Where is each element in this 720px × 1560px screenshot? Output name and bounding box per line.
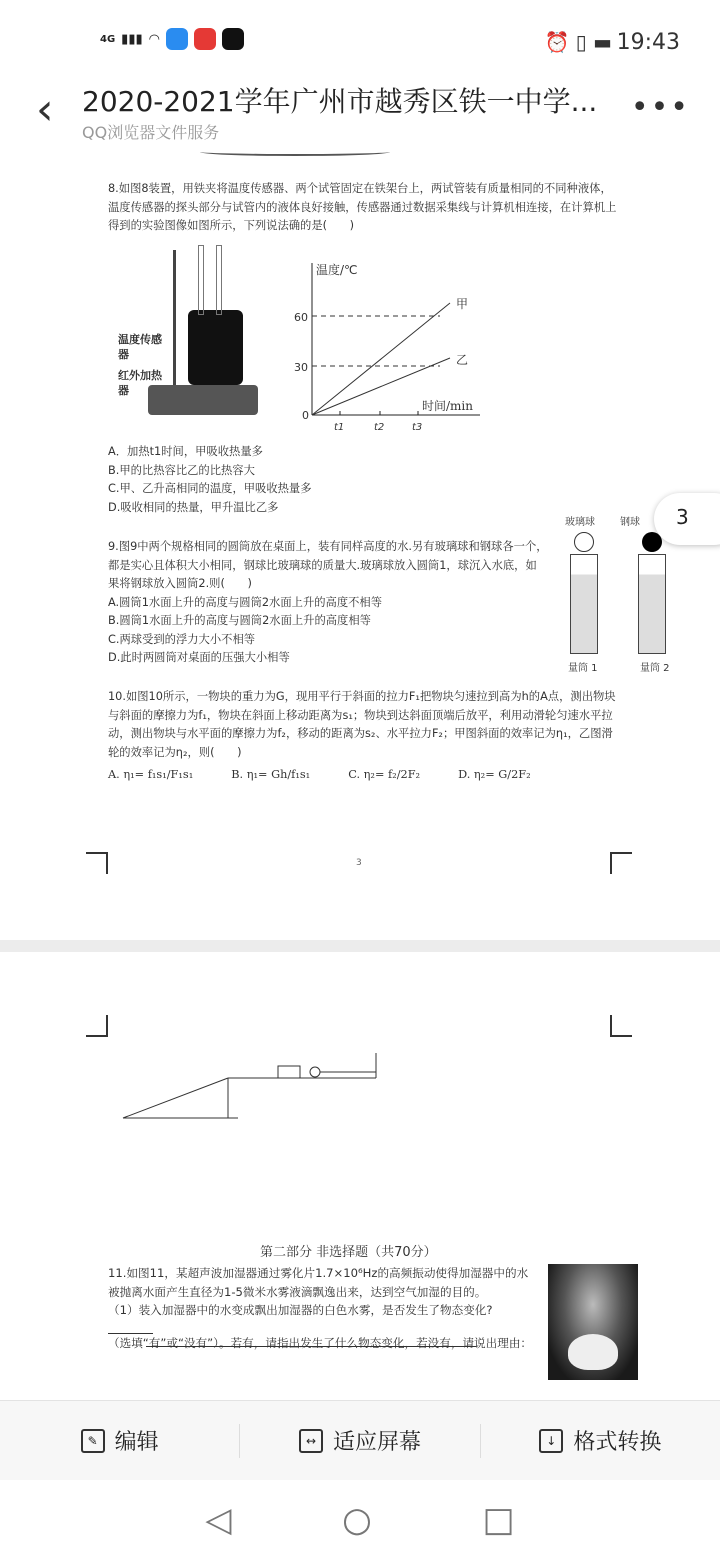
wifi-icon: ◠ xyxy=(148,31,160,47)
edit-label: 编辑 xyxy=(114,1430,159,1455)
sensor-label: 温度传感器 xyxy=(118,333,162,361)
clock: 19:43 xyxy=(616,30,680,55)
option-c: C.甲、乙升高相同的温度，甲吸收热量多 xyxy=(108,482,312,495)
question-part-1-instructions: （选填“有”或“没有”）。若有，请指出发生了什么物态变化，若没有，请说出理由： xyxy=(108,1335,533,1350)
option-d: D.此时两圆筒对桌面的压强大小相等 xyxy=(108,651,290,664)
question-part-1: （1）装入加湿器中的水变成飘出加湿器的白色水雾，是否发生了物态变化? xyxy=(108,1303,493,1317)
question-text: 9.图9中两个规格相同的圆筒放在桌面上，装有同样高度的水.另有玻璃球和钢球各一个，都是实心且体积大小相同，钢球比玻璃球的质量大.玻璃球放入圆筒1，球沉入水底，如果将钢球放入圆筒2.则( ) xyxy=(108,540,548,590)
humidifier-photo xyxy=(548,1264,638,1380)
question-9 xyxy=(108,538,548,668)
more-options-icon[interactable]: ••• xyxy=(630,90,690,125)
question-10 xyxy=(108,688,616,785)
page-separator xyxy=(0,940,720,952)
y-tick: 0 xyxy=(302,409,309,422)
section-heading: 第二部分 非选择题（共70分） xyxy=(260,1245,437,1260)
page-corner-mark xyxy=(86,852,108,874)
option-c: C. η₂= f₂/2F₂ xyxy=(348,768,421,781)
page-corner-mark xyxy=(610,1015,632,1037)
steel-ball-label: 钢球 xyxy=(620,517,640,528)
legend-jia: 甲 xyxy=(456,297,469,311)
page-number: 3 xyxy=(356,858,362,868)
option-b: B. η₁= Gh/f₁s₁ xyxy=(231,768,311,781)
x-tick: t3 xyxy=(412,422,423,433)
document-source: QQ浏览器文件服务 xyxy=(82,123,220,142)
format-convert-label: 格式转换 xyxy=(573,1430,662,1455)
glass-ball-label: 玻璃球 xyxy=(565,517,595,528)
y-tick: 60 xyxy=(294,311,308,324)
question-text: 11.如图11，某超声波加湿器通过雾化片1.7×10⁶Hz的高频振动使得加湿器中的水被抛离水面产生直径为1-5微米水雾液滴飘逸出来，达到空气加湿的目的。 xyxy=(108,1266,529,1299)
network-label: 4G xyxy=(100,33,116,45)
x-axis-label: 时间/min xyxy=(422,399,473,413)
glass-ball xyxy=(574,532,594,552)
alarm-vibrate-battery-icons: ⏰ ▯ ▬ xyxy=(544,30,612,54)
nav-home-icon[interactable]: ○ xyxy=(342,1500,372,1540)
page-corner-mark xyxy=(86,1015,108,1037)
nav-back-icon[interactable]: ◁ xyxy=(205,1500,232,1540)
system-nav-bar xyxy=(0,1480,720,1560)
question-8 xyxy=(108,180,618,236)
apparatus-figure xyxy=(118,240,263,430)
x-tick: t1 xyxy=(334,422,345,433)
fit-screen-label: 适应屏幕 xyxy=(332,1430,421,1455)
capcut-icon xyxy=(222,28,244,50)
question-text: 10.如图10所示，一物块的重力为G，现用平行于斜面的拉力F₁把物块匀速拉到高为h的A点，测出物块与斜面的摩擦力为f₁，物块在斜面上移动距离为s₁；物块到达斜面顶端后放平，利用动滑轮匀速水平拉动，测出物块与水平面的摩擦力为f₂，移动的距离为s₂、水平拉力F₂；甲图斜面的效率记为η₁，乙图滑轮的效率记为η₂，则( ) xyxy=(108,690,616,759)
header xyxy=(0,70,720,152)
nav-recents-icon[interactable]: □ xyxy=(482,1500,515,1540)
edit-icon: ✎ xyxy=(81,1429,105,1453)
previous-figure-fragment xyxy=(200,148,390,156)
x-tick: t2 xyxy=(374,422,385,433)
qq-browser-icon xyxy=(166,28,188,50)
y-axis-label: 温度/℃ xyxy=(316,263,358,277)
question-text: 8.如图8装置，用铁夹将温度传感器、两个试管固定在铁架台上，两试管装有质量相同的不同种液体，温度传感器的探头部分与试管内的液体良好接触，传感器通过数据采集线与计算机相连接，在计算机上得到的实验图像如图所示，下列说法确的是( ) xyxy=(108,182,617,232)
book-app-icon xyxy=(194,28,216,50)
folder-convert-icon: ↓ xyxy=(539,1429,563,1453)
option-d: D.吸收相同的热量，甲升温比乙多 xyxy=(108,500,279,514)
question-8-options xyxy=(108,443,618,517)
bottom-toolbar xyxy=(0,1400,720,1480)
incline-pulley-figure xyxy=(118,1048,383,1123)
option-a: A. η₁= f₁s₁/F₁s₁ xyxy=(108,768,194,781)
cylinder-1-label: 量筒 1 xyxy=(568,663,598,674)
back-icon[interactable]: ‹ xyxy=(36,84,54,135)
option-c: C.两球受到的浮力大小不相等 xyxy=(108,632,256,646)
legend-yi: 乙 xyxy=(456,353,469,367)
option-a: A．加热t1时间，甲吸收热量多 xyxy=(108,445,263,458)
page-corner-mark xyxy=(610,852,632,874)
option-a: A.圆筒1水面上升的高度与圆筒2水面上升的高度不相等 xyxy=(108,595,383,609)
option-b: B.甲的比热容比乙的比热容大 xyxy=(108,463,255,477)
fit-screen-icon: ↔ xyxy=(299,1429,323,1453)
signal-icon: ▮▮▮ xyxy=(121,31,143,47)
answer-blank[interactable] xyxy=(108,1320,153,1334)
heater-label: 红外加热器 xyxy=(118,369,162,397)
edit-button[interactable] xyxy=(0,1425,239,1456)
cylinder-2-label: 量筒 2 xyxy=(640,663,670,674)
format-convert-button[interactable] xyxy=(481,1425,720,1456)
page-indicator-badge[interactable]: 3 xyxy=(654,493,720,545)
option-d: D. η₂= G/2F₂ xyxy=(458,768,531,781)
fit-screen-button[interactable] xyxy=(240,1425,479,1456)
option-b: B.圆筒1水面上升的高度与圆筒2水面上升的高度相等 xyxy=(108,614,371,627)
y-tick: 30 xyxy=(294,361,308,374)
temperature-graph xyxy=(290,255,490,435)
status-icons xyxy=(100,28,244,50)
document-title: 2020-2021学年广州市越秀区铁一中学... xyxy=(82,85,598,118)
question-11 xyxy=(108,1264,538,1350)
status-bar xyxy=(0,0,720,80)
